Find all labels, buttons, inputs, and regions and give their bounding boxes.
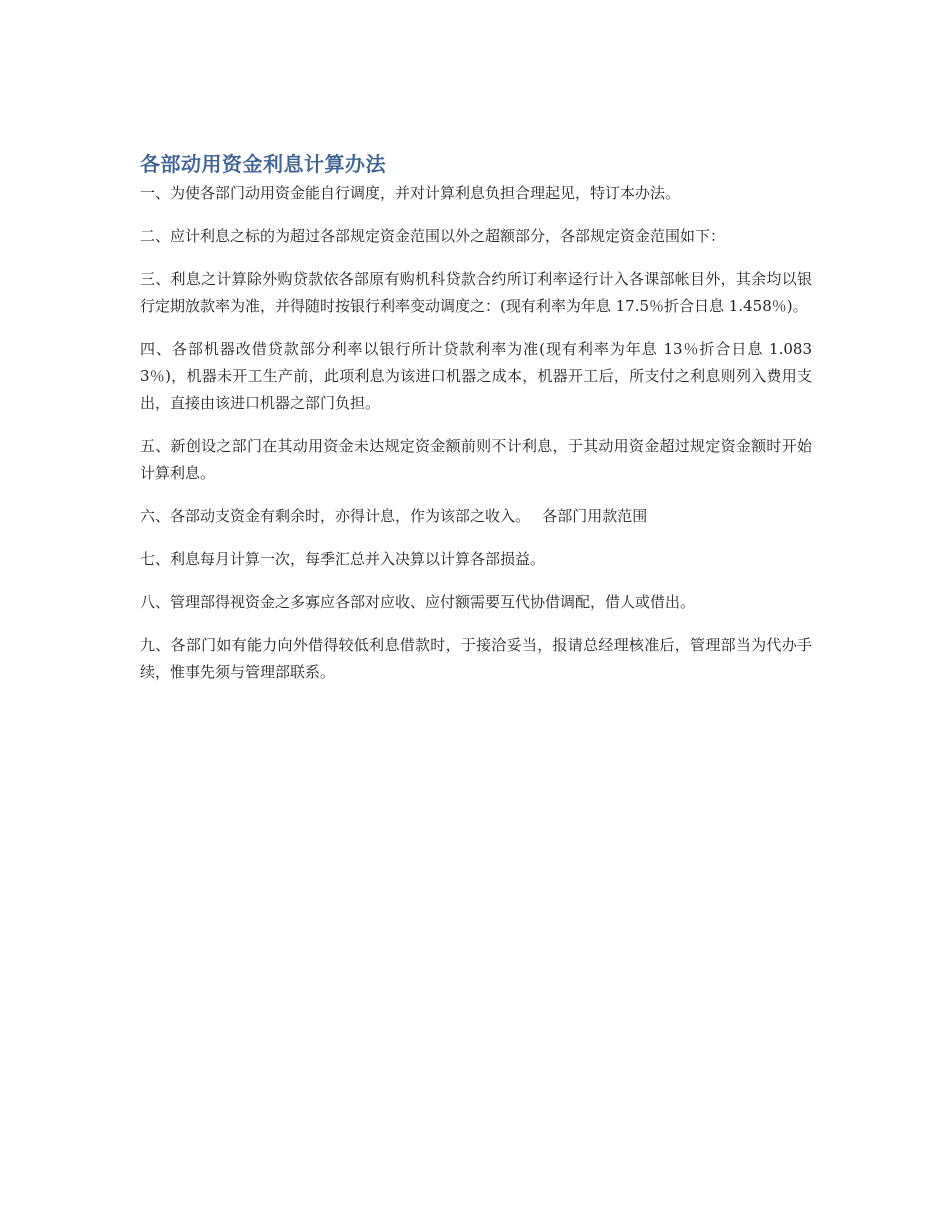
document-body bbox=[140, 150, 812, 702]
paragraph-2: 二、应计利息之标的为超过各部规定资金范围以外之超额部分，各部规定资金范围如下： bbox=[140, 227, 726, 245]
paragraph-9: 九、各部门如有能力向外借得较低利息借款时，于接洽妥当，报请总经理核准后，管理部当为代办手续，惟事先须与管理部联系。 bbox=[140, 636, 812, 681]
paragraph-4: 四、各部机器改借贷款部分利率以银行所计贷款利率为准(现有利率为年息 13％折合日息 1.0833％)，机器未开工生产前，此项利息为该进口机器之成本，机器开工后，所支付之利息则列入费用支出，直接由该进口机器之部门负担。 bbox=[140, 340, 812, 412]
paragraph-1: 一、为使各部门动用资金能自行调度，并对计算利息负担合理起见，特订本办法。 bbox=[140, 184, 681, 202]
document-title: 各部动用资金利息计算办法 bbox=[140, 152, 386, 176]
paragraph-8: 八、管理部得视资金之多寡应各部对应收、应付额需要互代协借调配，借人或借出。 bbox=[140, 593, 696, 611]
paragraph-6: 六、各部动支资金有剩余时，亦得计息，作为该部之收入。 各部门用款范围 bbox=[140, 507, 648, 525]
paragraph-3: 三、利息之计算除外购贷款依各部原有购机科贷款合约所订利率迳行计入各课部帐目外，其余均以银行定期放款率为准，并得随时按银行利率变动调度之：(现有利率为年息 17.5％折合日息 1.458％)。 bbox=[140, 270, 812, 315]
paragraph-7: 七、利息每月计算一次，每季汇总并入决算以计算各部损益。 bbox=[140, 550, 546, 568]
paragraph-5: 五、新创设之部门在其动用资金未达规定资金额前则不计利息，于其动用资金超过规定资金额时开始计算利息。 bbox=[140, 437, 812, 482]
